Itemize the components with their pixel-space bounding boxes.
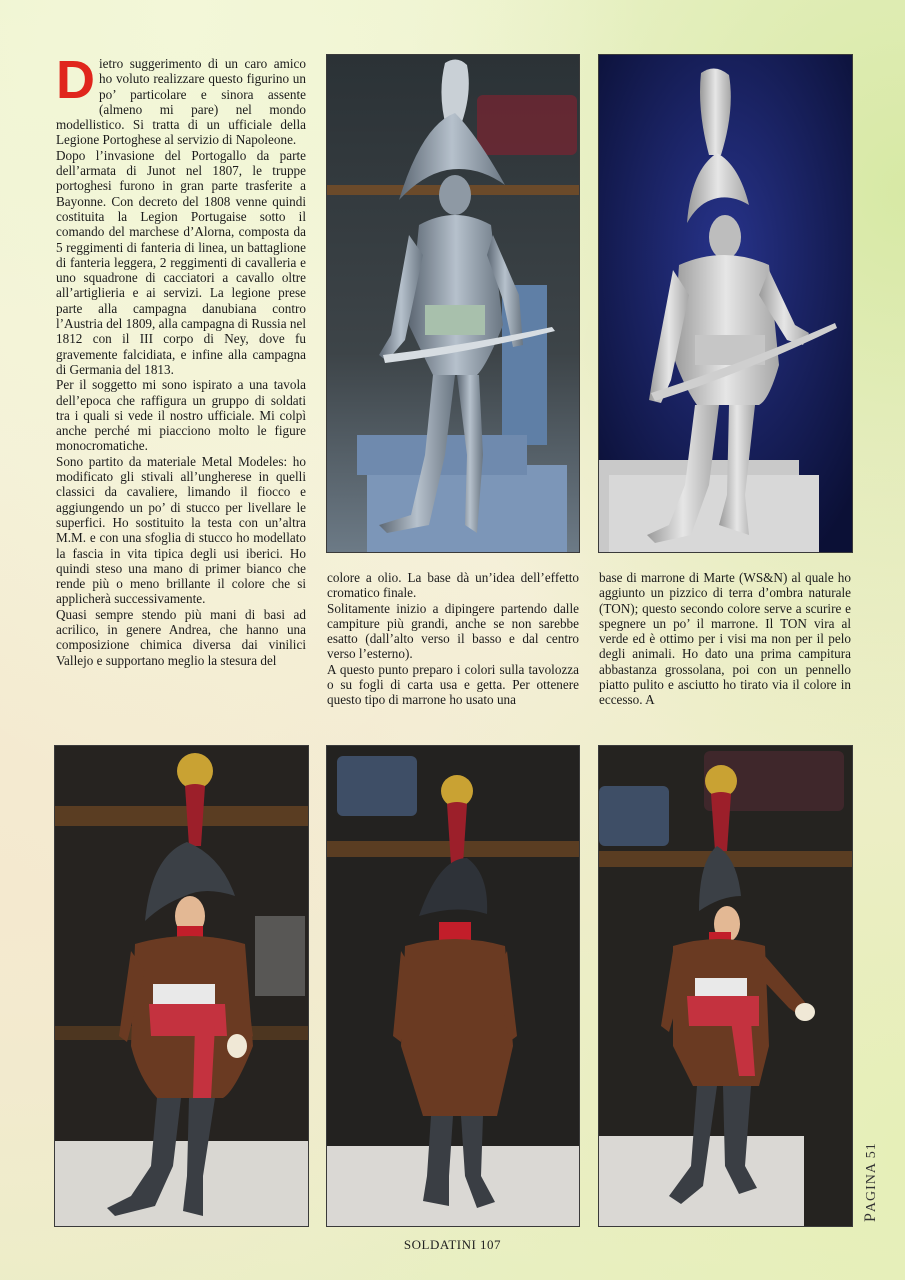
page-number-label (862, 1142, 880, 1222)
paragraph: A questo punto preparo i colori sulla tavolozza o su fogli di carta usa e getta. Per ottenere questo tipo di marrone ho usato una (327, 661, 579, 708)
paragraph: Quasi sempre stendo più mani di basi ad acrilico, in genere Andrea, che hanno una composizione chimica diversa dai vinilici Vallejo e supportano meglio la stesura del (56, 606, 306, 668)
article-column-2 (327, 570, 579, 708)
drop-cap: D (56, 50, 95, 110)
paragraph: Sono partito da materiale Metal Modeles: ho modificato gli stivali all’ungherese in quelli classici da cavaliere, limando il fiocco e aggiungendo un po’ di stucco per livellare le superfici. Ho sostituito la testa con un’altra M.M. e con una sfoglia di stucco ho modellato la fascia in vita tipica degli usi iberici. Ho quindi steso una mano di primer bianco che rende più o meno brillante il colore che si applicherà successivamente. (56, 453, 306, 607)
page-label-initial: P (862, 1212, 879, 1222)
page-number: 51 (864, 1142, 879, 1159)
paragraph: Solitamente inizio a dipingere partendo dalle campiture più grandi, anche se non sarebbe esatto (dall’alto verso il basso e dal centro verso l’esterno). (327, 600, 579, 662)
page-label-rest: AGINA (864, 1162, 879, 1213)
photo-metal-figure (326, 54, 580, 553)
paragraph: Per il soggetto mi sono ispirato a una tavola dell’epoca che raffigura un gruppo di soldati tra i quali si vede il nostro ufficiale. Mi colpì anche perché mi piacciono molto le figure monocromatiche. (56, 377, 306, 454)
article-column-3 (599, 570, 851, 708)
paragraph: base di marrone di Marte (WS&N) al quale ho aggiunto un pizzico di terra d’ombra naturale (TON); questo secondo colore serve a scurire e spegnere un po’ il marrone. Il TON vira al verde ed è ottimo per i visi ma non per il pelo degli animali. Ho dato una prima campitura abbastanza grossolana, poi con un pennello piatto pulito e asciutto ho tirato via il colore in eccesso. A (599, 570, 851, 708)
photo-painted-front (54, 745, 309, 1227)
photo-painted-back (326, 745, 580, 1227)
photo-primed-figure (598, 54, 853, 553)
article-column-1 (56, 50, 306, 668)
footer-magazine-title: SOLDATINI 107 (403, 1237, 502, 1252)
paragraph: Dopo l’invasione del Portogallo da parte dell’armata di Junot nel 1807, le truppe portoghesi furono in gran parte trasferite a Bayonne. Con decreto del 1808 venne quindi costituita la Legion Portugaise sotto il comando del marchese d’Alorna, composta da 5 reggimenti di fanteria di linea, un battaglione di fanteria leggera, 2 reggimenti di cavalleria e uno squadrone di cacciatori a cavallo oltre all’artiglieria e ai servizi. La legione prese parte alla campagna danubiana contro l’Austria del 1809, alla campagna di Russia nel 1812 con il III corpo di Ney, dove fu gravemente falcidiata, e infine alla campagna di Germania del 1813. (56, 147, 306, 377)
photo-painted-side (598, 745, 853, 1227)
paragraph: colore a olio. La base dà un’idea dell’effetto cromatico finale. (327, 570, 579, 601)
paragraph: ietro suggerimento di un caro amico ho voluto realizzare questo figurino un po’ particolare e sinora assente (almeno mi pare) nel mondo modellistico. Si tratta di un ufficiale della Legione Portoghese al servizio di Napoleone. (56, 56, 306, 148)
